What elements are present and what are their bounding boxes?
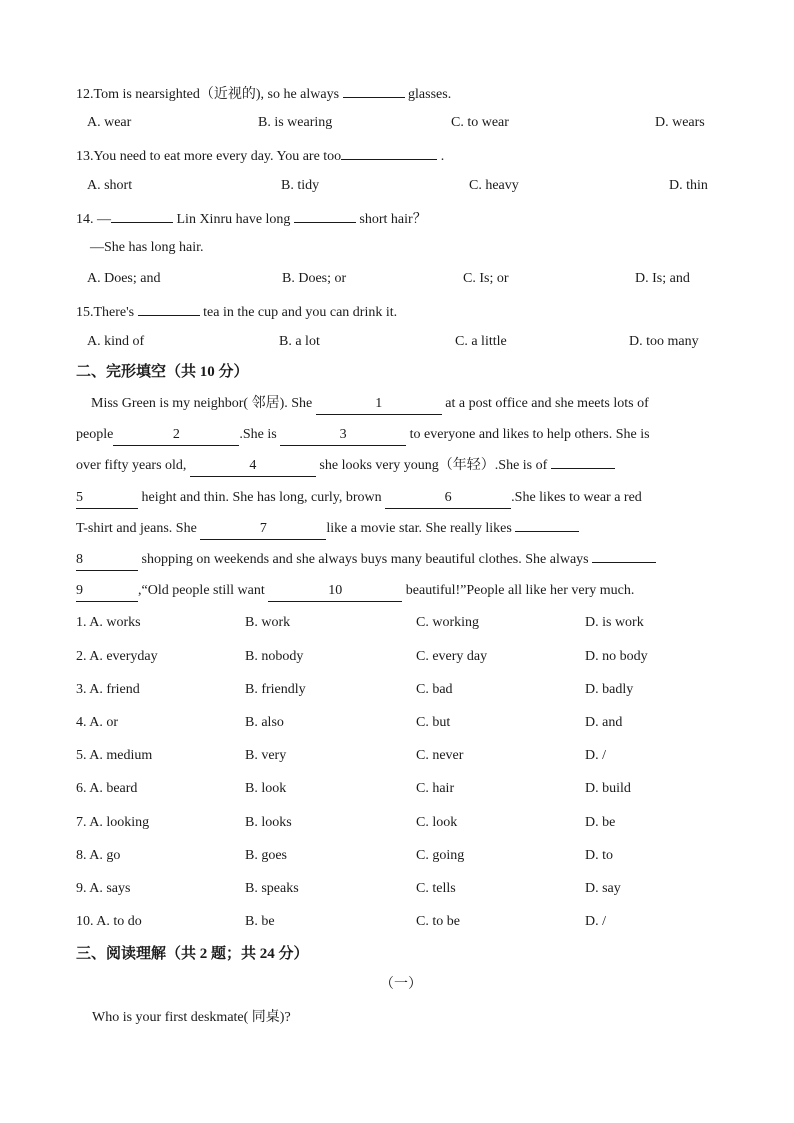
choice-9-a[interactable]: 9. A. says [76, 881, 131, 896]
choice-4-c[interactable]: C. but [416, 715, 451, 730]
cloze-text: beautiful!”People all like her very much. [402, 583, 635, 598]
q12-text-b: glasses. [404, 87, 452, 102]
cloze-blank-10[interactable]: 10 [268, 581, 402, 602]
reading-intro: Who is your first deskmate( 同桌)? [92, 1010, 291, 1025]
cloze-blank-2[interactable]: 2 [113, 425, 239, 446]
choice-9-d[interactable]: D. say [585, 881, 621, 896]
choice-10-d[interactable]: D. / [585, 914, 606, 929]
choice-3-b[interactable]: B. friendly [245, 682, 306, 697]
choice-8-d[interactable]: D. to [585, 848, 613, 863]
cloze-line-2 [76, 425, 718, 446]
choice-9-c[interactable]: C. tells [416, 881, 456, 896]
choice-1-a[interactable]: 1. A. works [76, 615, 141, 630]
q15-blank[interactable] [138, 300, 200, 316]
q15-option-a[interactable]: A. kind of [87, 334, 145, 349]
cloze-text: people [76, 427, 114, 442]
q15-text-a: 15.There's [76, 305, 138, 320]
choice-7-c[interactable]: C. look [416, 815, 458, 830]
cloze-blank-4[interactable]: 4 [190, 456, 316, 477]
choice-5-c[interactable]: C. never [416, 748, 464, 763]
q12-blank[interactable] [343, 82, 405, 98]
question-13 [76, 144, 444, 167]
choice-2-c[interactable]: C. every day [416, 649, 488, 664]
q14-blank-1[interactable] [111, 207, 173, 223]
choice-7-a[interactable]: 7. A. looking [76, 815, 150, 830]
choice-2-d[interactable]: D. no body [585, 649, 648, 664]
choice-6-c[interactable]: C. hair [416, 781, 455, 796]
choice-5-d[interactable]: D. / [585, 748, 606, 763]
cloze-text: Miss Green is my neighbor( 邻居). She [91, 396, 316, 411]
choice-10-a[interactable]: 10. A. to do [76, 914, 142, 929]
q12-option-c[interactable]: C. to wear [451, 115, 509, 130]
choice-10-c[interactable]: C. to be [416, 914, 460, 929]
q13-option-a[interactable]: A. short [87, 178, 133, 193]
choice-6-a[interactable]: 6. A. beard [76, 781, 138, 796]
cloze-line-5 [76, 519, 718, 540]
choice-6-b[interactable]: B. look [245, 781, 287, 796]
choice-1-d[interactable]: D. is work [585, 615, 644, 630]
cloze-blank-9-start[interactable] [592, 562, 656, 563]
choice-8-c[interactable]: C. going [416, 848, 465, 863]
choice-1-c[interactable]: C. working [416, 615, 479, 630]
q13-text-a: 13.You need to eat more every day. You are too [76, 149, 342, 164]
choice-5-b[interactable]: B. very [245, 748, 287, 763]
choice-4-a[interactable]: 4. A. or [76, 715, 118, 730]
choice-3-d[interactable]: D. badly [585, 682, 634, 697]
choice-3-a[interactable]: 3. A. friend [76, 682, 140, 697]
q14-text-a: 14. — [76, 212, 111, 227]
q14-option-b[interactable]: B. Does; or [282, 271, 347, 286]
cloze-blank-1[interactable]: 1 [316, 394, 442, 415]
cloze-line-4 [76, 488, 718, 509]
section-3-title: 三、阅读理解（共 2 题；共 24 分） [76, 946, 309, 962]
cloze-blank-9[interactable]: 9 [76, 581, 138, 602]
cloze-text: to everyone and likes to help others. She is [406, 427, 650, 442]
cloze-text: .She likes to wear a red [511, 490, 642, 505]
choice-8-a[interactable]: 8. A. go [76, 848, 121, 863]
cloze-text: shopping on weekends and she always buys many beautiful clothes. She always [138, 552, 593, 567]
cloze-text: like a movie star. She really likes [326, 521, 516, 536]
choice-2-b[interactable]: B. nobody [245, 649, 304, 664]
q14-reply: —She has long hair. [90, 240, 204, 255]
q13-text-b: . [437, 149, 445, 164]
q15-option-c[interactable]: C. a little [455, 334, 507, 349]
q14-option-c[interactable]: C. Is; or [463, 271, 509, 286]
choice-8-b[interactable]: B. goes [245, 848, 287, 863]
choice-7-b[interactable]: B. looks [245, 815, 292, 830]
choice-4-b[interactable]: B. also [245, 715, 284, 730]
q13-option-b[interactable]: B. tidy [281, 178, 320, 193]
q14-text-b: short hair？ [355, 212, 427, 227]
choice-6-d[interactable]: D. build [585, 781, 631, 796]
cloze-text: she looks very young（年轻）.She is of [315, 458, 551, 473]
cloze-blank-3[interactable]: 3 [280, 425, 406, 446]
cloze-blank-8[interactable]: 8 [76, 550, 138, 571]
cloze-line-3 [76, 456, 718, 477]
q12-text-a: 12.Tom is nearsighted（近视的), so he always [76, 87, 343, 102]
cloze-blank-5[interactable]: 5 [76, 488, 138, 509]
cloze-line-6 [76, 550, 718, 571]
cloze-blank-8-start[interactable] [515, 531, 579, 532]
cloze-line-7 [76, 581, 718, 602]
cloze-text: T-shirt and jeans. She [76, 521, 201, 536]
q15-option-d[interactable]: D. too many [629, 334, 699, 349]
cloze-blank-5-start[interactable] [551, 468, 615, 469]
section-3-subtitle: （一） [380, 977, 422, 992]
question-15 [76, 300, 397, 323]
cloze-text: over fifty years old, [76, 458, 190, 473]
q14-option-d[interactable]: D. Is; and [635, 271, 690, 286]
cloze-text: .She is [239, 427, 281, 442]
choice-9-b[interactable]: B. speaks [245, 881, 299, 896]
choice-3-c[interactable]: C. bad [416, 682, 453, 697]
question-14 [76, 207, 427, 230]
choice-2-a[interactable]: 2. A. everyday [76, 649, 158, 664]
q14-blank-2[interactable] [294, 207, 356, 223]
q12-option-b[interactable]: B. is wearing [258, 115, 333, 130]
cloze-text: ,“Old people still want [138, 583, 269, 598]
choice-4-d[interactable]: D. and [585, 715, 623, 730]
q15-text-b: tea in the cup and you can drink it. [199, 305, 398, 320]
q14-option-a[interactable]: A. Does; and [87, 271, 161, 286]
q13-blank[interactable] [341, 144, 437, 160]
q14-text-mid: Lin Xinru have long [173, 212, 294, 227]
choice-5-a[interactable]: 5. A. medium [76, 748, 153, 763]
choice-10-b[interactable]: B. be [245, 914, 275, 929]
cloze-blank-6[interactable]: 6 [385, 488, 511, 509]
question-12 [76, 82, 451, 105]
q12-option-a[interactable]: A. wear [87, 115, 132, 130]
cloze-blank-7[interactable]: 7 [200, 519, 326, 540]
choice-7-d[interactable]: D. be [585, 815, 616, 830]
q13-option-c[interactable]: C. heavy [469, 178, 519, 193]
q15-option-b[interactable]: B. a lot [279, 334, 320, 349]
choice-1-b[interactable]: B. work [245, 615, 291, 630]
cloze-text: height and thin. She has long, curly, brown [138, 490, 386, 505]
cloze-text: at a post office and she meets lots of [441, 396, 649, 411]
q12-option-d[interactable]: D. wears [655, 115, 705, 130]
cloze-line-1 [91, 394, 733, 415]
section-2-title: 二、完形填空（共 10 分） [76, 364, 249, 380]
q13-option-d[interactable]: D. thin [669, 178, 708, 193]
